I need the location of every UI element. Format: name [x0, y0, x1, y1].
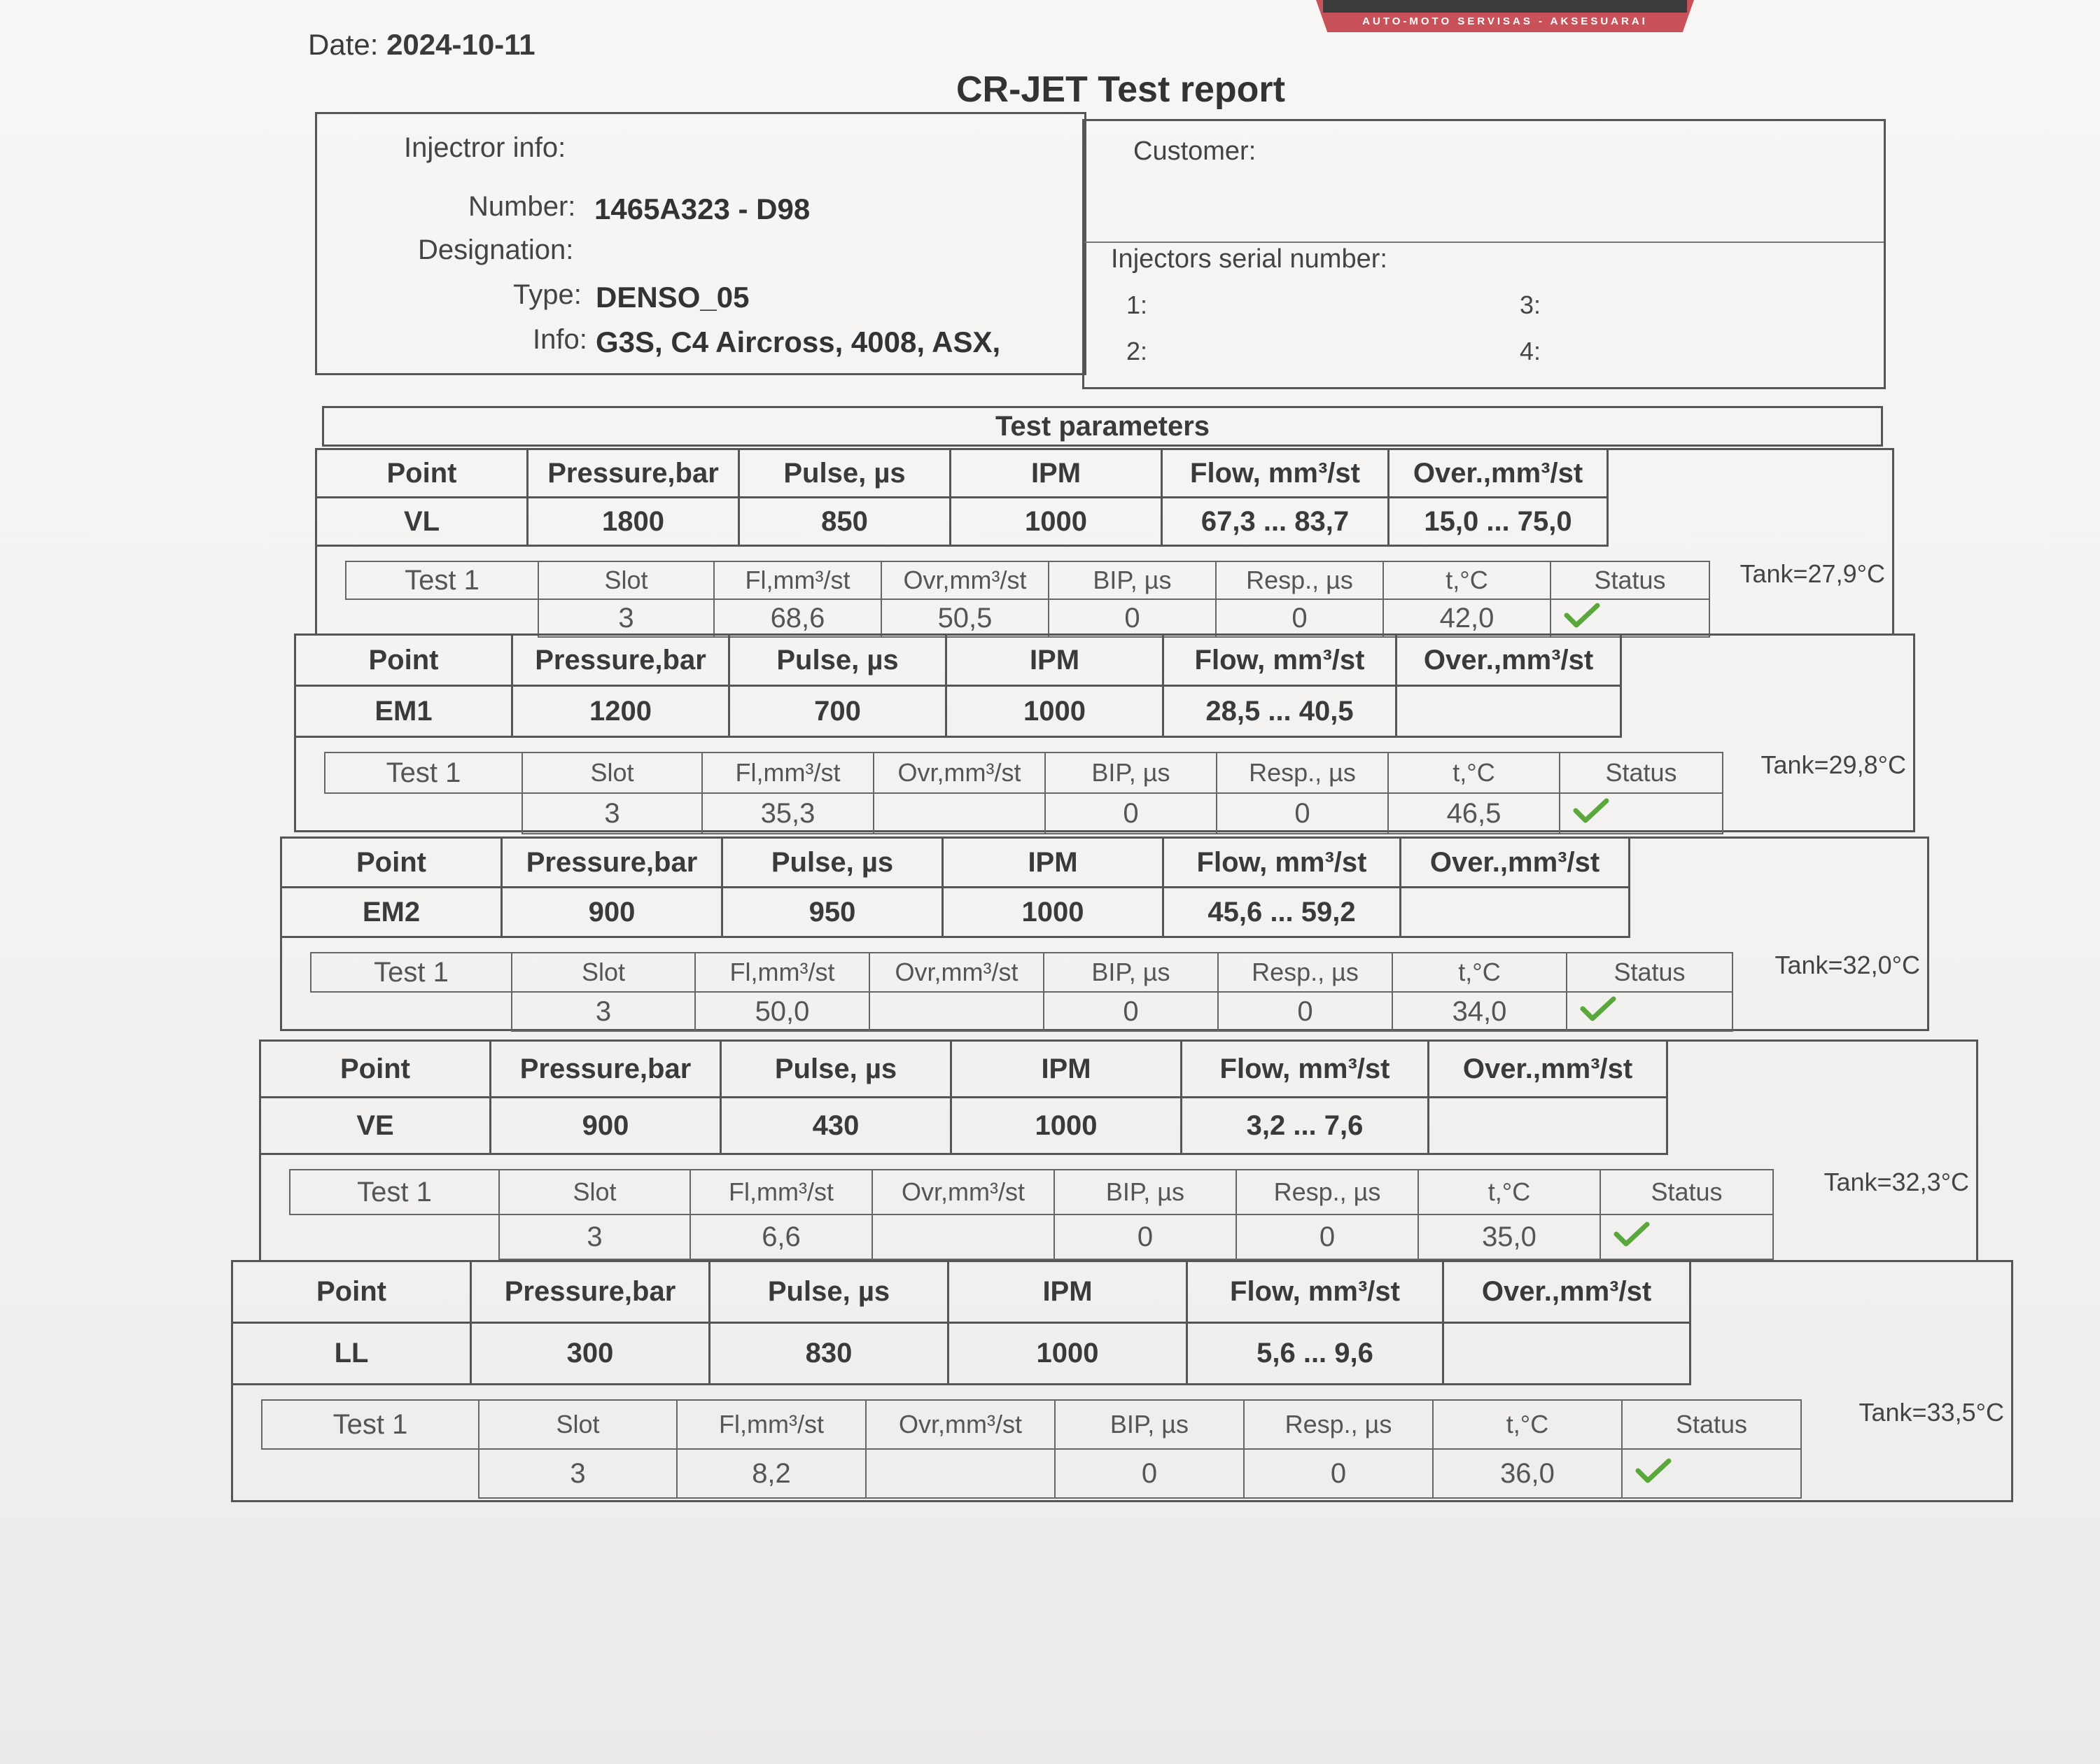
test-header-cell: Ovr,mm³/st — [881, 561, 1049, 599]
test-label: Test 1 — [290, 1170, 499, 1214]
slot-value: 3 — [538, 599, 714, 637]
fl-value: 68,6 — [714, 599, 881, 637]
ovr-value — [866, 1449, 1055, 1498]
pressure-value: 1800 — [528, 498, 739, 546]
test-header-cell: Resp., µs — [1236, 1170, 1418, 1214]
test-result-table — [310, 952, 1733, 1032]
ipm-value: 1000 — [948, 1323, 1187, 1385]
fl-value: 6,6 — [690, 1214, 872, 1259]
logo-tagline: AUTO-MOTO SERVISAS - AKSESUARAI — [1362, 15, 1648, 27]
test-label-spacer — [325, 793, 522, 834]
checkmark-icon — [1635, 1457, 1672, 1485]
point-header-cell: Flow, mm³/st — [1163, 838, 1401, 888]
test-header-row — [346, 561, 1709, 599]
test-header-cell: Status — [1600, 1170, 1773, 1214]
test-parameters-header: Test parameters — [322, 406, 1883, 447]
test-result-table — [261, 1399, 1802, 1499]
point-section-ve — [259, 1040, 1978, 1262]
point-value-row — [232, 1323, 1690, 1385]
bip-value: 0 — [1049, 599, 1216, 637]
test-header-cell: Ovr,mm³/st — [872, 1170, 1054, 1214]
test-value-row — [311, 992, 1732, 1031]
test-header-cell: Fl,mm³/st — [695, 953, 869, 992]
type-value: DENSO_05 — [596, 281, 750, 314]
test-header-cell: BIP, µs — [1045, 752, 1217, 793]
point-params-table — [315, 448, 1609, 547]
injector-info-box — [315, 112, 1086, 375]
point-header-cell: Pressure,bar — [502, 838, 722, 888]
test-header-cell: Ovr,mm³/st — [869, 953, 1044, 992]
test-header-cell: t,°C — [1418, 1170, 1600, 1214]
point-params-table — [259, 1040, 1668, 1155]
test-label-spacer — [311, 992, 512, 1031]
point-header-cell: Pressure,bar — [528, 449, 739, 498]
test-header-row — [325, 752, 1723, 793]
over-range — [1396, 686, 1621, 737]
point-name: LL — [232, 1323, 471, 1385]
point-header-cell: Point — [316, 449, 528, 498]
pressure-value: 900 — [491, 1098, 721, 1154]
test-header-row — [262, 1400, 1801, 1449]
status-cell — [1622, 1449, 1801, 1498]
ovr-value — [869, 992, 1044, 1031]
date-value: 2024-10-11 — [386, 28, 536, 61]
test-header-cell: Resp., µs — [1217, 752, 1388, 793]
test-result-table — [324, 752, 1723, 834]
test-header-cell: Slot — [522, 752, 702, 793]
slot-value: 3 — [499, 1214, 690, 1259]
point-header-cell: Pressure,bar — [512, 635, 729, 686]
test-header-cell: Fl,mm³/st — [714, 561, 881, 599]
point-header-cell: Pulse, µs — [721, 1041, 951, 1098]
test-value-row — [290, 1214, 1773, 1259]
pulse-value: 950 — [722, 888, 943, 937]
report-date — [308, 28, 536, 62]
test-label: Test 1 — [311, 953, 512, 992]
temp-value: 42,0 — [1383, 599, 1550, 637]
point-header-cell: Pressure,bar — [471, 1261, 710, 1323]
resp-value: 0 — [1217, 793, 1388, 834]
test-header-cell: Resp., µs — [1244, 1400, 1433, 1449]
point-header-cell: Point — [232, 1261, 471, 1323]
number-value: 1465A323 - D98 — [594, 192, 811, 225]
checkmark-icon — [1614, 1220, 1650, 1248]
test-label: Test 1 — [262, 1400, 479, 1449]
test-header-cell: Slot — [538, 561, 714, 599]
ipm-value: 1000 — [951, 498, 1162, 546]
point-header-cell: Over.,mm³/st — [1443, 1261, 1690, 1323]
point-name: EM2 — [281, 888, 502, 937]
point-header-row — [260, 1041, 1667, 1098]
resp-value: 0 — [1244, 1449, 1433, 1498]
serial-slot-1: 1: — [1126, 290, 1148, 319]
test-header-cell: Fl,mm³/st — [702, 752, 874, 793]
designation-label: Designation: — [418, 234, 574, 265]
pressure-value: 300 — [471, 1323, 710, 1385]
logo-mark — [1323, 0, 1687, 13]
point-header-cell: Pulse, µs — [739, 449, 951, 498]
test-value-row — [346, 599, 1709, 637]
flow-range: 67,3 ... 83,7 — [1162, 498, 1389, 546]
checkmark-icon — [1580, 995, 1616, 1023]
status-cell — [1600, 1214, 1773, 1259]
status-cell — [1567, 992, 1732, 1031]
pressure-value: 900 — [502, 888, 722, 937]
ipm-value: 1000 — [943, 888, 1163, 937]
pulse-value: 430 — [721, 1098, 951, 1154]
point-header-cell: Flow, mm³/st — [1162, 449, 1389, 498]
point-section-em2 — [280, 836, 1929, 1031]
pulse-value: 850 — [739, 498, 951, 546]
point-header-cell: Over.,mm³/st — [1429, 1041, 1667, 1098]
test-header-cell: t,°C — [1383, 561, 1550, 599]
test-header-row — [290, 1170, 1773, 1214]
checkmark-icon — [1564, 601, 1600, 629]
ovr-value — [874, 793, 1045, 834]
test-header-cell: Ovr,mm³/st — [866, 1400, 1055, 1449]
temp-value: 34,0 — [1392, 992, 1567, 1031]
tank-temperature: Tank=29,8°C — [1760, 750, 1906, 779]
serial-slot-2: 2: — [1126, 337, 1148, 365]
point-header-cell: Over.,mm³/st — [1401, 838, 1630, 888]
point-header-cell: Point — [281, 838, 502, 888]
test-label: Test 1 — [325, 752, 522, 793]
point-value-row — [295, 686, 1621, 737]
flow-range: 45,6 ... 59,2 — [1163, 888, 1401, 937]
flow-range: 3,2 ... 7,6 — [1182, 1098, 1429, 1154]
report-title: CR-JET Test report — [956, 69, 1285, 110]
fl-value: 8,2 — [677, 1449, 866, 1498]
ovr-value: 50,5 — [881, 599, 1049, 637]
injector-info-heading: Injectror info: — [404, 132, 566, 163]
point-name: EM1 — [295, 686, 512, 737]
point-header-cell: Pulse, µs — [710, 1261, 948, 1323]
point-header-row — [316, 449, 1608, 498]
pulse-value: 830 — [710, 1323, 948, 1385]
temp-value: 36,0 — [1433, 1449, 1622, 1498]
test-header-cell: Resp., µs — [1218, 953, 1392, 992]
customer-box — [1082, 119, 1886, 389]
temp-value: 46,5 — [1388, 793, 1560, 834]
serial-slot-4: 4: — [1520, 337, 1541, 365]
test-value-row — [325, 793, 1723, 834]
test-header-cell: Status — [1550, 561, 1709, 599]
test-label-spacer — [262, 1449, 479, 1498]
tank-temperature: Tank=32,0°C — [1774, 951, 1920, 979]
over-range: 15,0 ... 75,0 — [1389, 498, 1608, 546]
point-header-cell: IPM — [951, 1041, 1182, 1098]
point-header-cell: IPM — [946, 635, 1163, 686]
company-logo — [1316, 0, 1694, 35]
status-cell — [1560, 793, 1723, 834]
test-header-cell: Slot — [479, 1400, 677, 1449]
point-params-table — [294, 634, 1622, 738]
slot-value: 3 — [512, 992, 695, 1031]
point-header-cell: Pulse, µs — [729, 635, 946, 686]
type-label: Type: — [513, 279, 582, 310]
over-range — [1401, 888, 1630, 937]
pressure-value: 1200 — [512, 686, 729, 737]
resp-value: 0 — [1216, 599, 1383, 637]
point-params-table — [280, 836, 1630, 938]
test-header-cell: BIP, µs — [1055, 1400, 1244, 1449]
point-header-cell: Point — [260, 1041, 491, 1098]
checkmark-icon — [1573, 797, 1609, 825]
bip-value: 0 — [1045, 793, 1217, 834]
point-header-cell: Pulse, µs — [722, 838, 943, 888]
test-header-row — [311, 953, 1732, 992]
point-section-ll — [231, 1260, 2013, 1502]
number-label: Number: — [468, 191, 576, 222]
test-header-cell: t,°C — [1388, 752, 1560, 793]
date-label: Date: — [308, 28, 379, 61]
test-header-cell: BIP, µs — [1044, 953, 1218, 992]
resp-value: 0 — [1236, 1214, 1418, 1259]
point-header-cell: Over.,mm³/st — [1396, 635, 1621, 686]
bip-value: 0 — [1054, 1214, 1236, 1259]
test-header-cell: Ovr,mm³/st — [874, 752, 1045, 793]
pulse-value: 700 — [729, 686, 946, 737]
point-section-vl — [315, 448, 1894, 636]
customer-divider — [1084, 241, 1884, 243]
test-header-cell: Slot — [512, 953, 695, 992]
test-header-cell: BIP, µs — [1054, 1170, 1236, 1214]
test-label-spacer — [290, 1214, 499, 1259]
serial-slot-3: 3: — [1520, 290, 1541, 319]
point-header-cell: Pressure,bar — [491, 1041, 721, 1098]
point-header-row — [281, 838, 1630, 888]
bip-value: 0 — [1044, 992, 1218, 1031]
test-header-cell: t,°C — [1433, 1400, 1622, 1449]
customer-label: Customer: — [1133, 136, 1256, 166]
tank-temperature: Tank=33,5°C — [1858, 1398, 2004, 1427]
ovr-value — [872, 1214, 1054, 1259]
test-header-cell: Status — [1622, 1400, 1801, 1449]
test-header-cell: Resp., µs — [1216, 561, 1383, 599]
ipm-value: 1000 — [951, 1098, 1182, 1154]
fl-value: 50,0 — [695, 992, 869, 1031]
test-header-cell: BIP, µs — [1049, 561, 1216, 599]
bip-value: 0 — [1055, 1449, 1244, 1498]
test-result-table — [289, 1169, 1774, 1260]
fl-value: 35,3 — [702, 793, 874, 834]
serial-label: Injectors serial number: — [1111, 244, 1387, 274]
temp-value: 35,0 — [1418, 1214, 1600, 1259]
point-value-row — [260, 1098, 1667, 1154]
point-header-cell: IPM — [951, 449, 1162, 498]
test-result-table — [345, 561, 1710, 638]
point-header-row — [295, 635, 1621, 686]
over-range — [1443, 1323, 1690, 1385]
over-range — [1429, 1098, 1667, 1154]
test-header-cell: t,°C — [1392, 953, 1567, 992]
info-value: G3S, C4 Aircross, 4008, ASX, — [596, 326, 1001, 358]
point-header-cell: Flow, mm³/st — [1163, 635, 1396, 686]
point-header-cell: Point — [295, 635, 512, 686]
point-header-cell: Over.,mm³/st — [1389, 449, 1608, 498]
slot-value: 3 — [522, 793, 702, 834]
tank-temperature: Tank=32,3°C — [1823, 1168, 1969, 1196]
resp-value: 0 — [1218, 992, 1392, 1031]
point-params-table — [231, 1260, 1691, 1385]
test-header-cell: Status — [1560, 752, 1723, 793]
test-value-row — [262, 1449, 1801, 1498]
tank-temperature: Tank=27,9°C — [1740, 559, 1885, 588]
ipm-value: 1000 — [946, 686, 1163, 737]
point-header-row — [232, 1261, 1690, 1323]
point-header-cell: IPM — [948, 1261, 1187, 1323]
point-value-row — [281, 888, 1630, 937]
test-header-cell: Slot — [499, 1170, 690, 1214]
point-name: VL — [316, 498, 528, 546]
point-value-row — [316, 498, 1608, 546]
point-header-cell: IPM — [943, 838, 1163, 888]
test-header-cell: Status — [1567, 953, 1732, 992]
point-header-cell: Flow, mm³/st — [1182, 1041, 1429, 1098]
flow-range: 5,6 ... 9,6 — [1187, 1323, 1443, 1385]
slot-value: 3 — [479, 1449, 677, 1498]
test-label: Test 1 — [346, 561, 538, 599]
point-header-cell: Flow, mm³/st — [1187, 1261, 1443, 1323]
test-label-spacer — [346, 599, 538, 637]
info-label: Info: — [533, 324, 587, 355]
point-section-em1 — [294, 634, 1915, 832]
status-cell — [1550, 599, 1709, 637]
point-name: VE — [260, 1098, 491, 1154]
test-header-cell: Fl,mm³/st — [690, 1170, 872, 1214]
flow-range: 28,5 ... 40,5 — [1163, 686, 1396, 737]
test-header-cell: Fl,mm³/st — [677, 1400, 866, 1449]
